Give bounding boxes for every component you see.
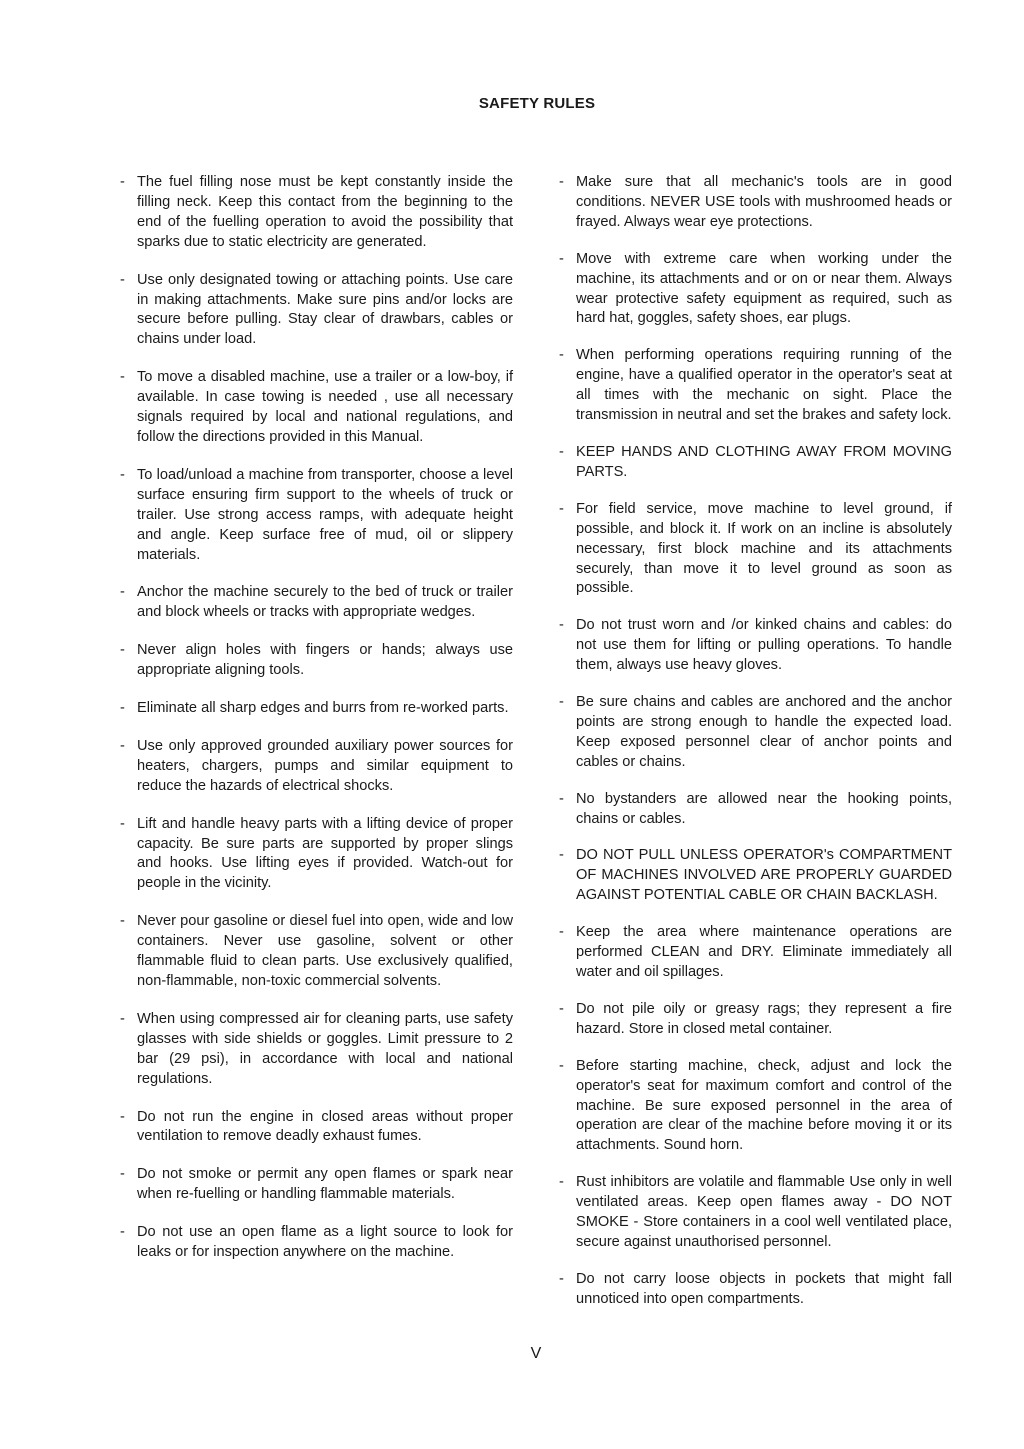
rule-text: Move with extreme care when working under the machine, its attachments and or on or near them. Always wear protective safety equipment as required, such as hard hat, goggles, safety shoes, ear plugs. <box>576 250 952 327</box>
bullet-dash: - <box>559 790 564 807</box>
rule-text: The fuel filling nose must be kept constantly inside the filling neck. Keep this contact from the beginning to the end of the fuelling operation to avoid the possibility that sparks due to static electricity are generated. <box>137 174 513 250</box>
rule-text: Be sure chains and cables are anchored and the anchor points are strong enough to handle the expected load. Keep exposed personnel clear of anchor points and cables or chains. <box>576 694 952 770</box>
right-column <box>559 173 952 1327</box>
bullet-dash: - <box>120 913 125 930</box>
safety-rule <box>559 250 952 330</box>
safety-rule <box>120 1108 513 1148</box>
rule-text: To load/unload a machine from transporter, choose a level surface ensuring firm support to the wheels of truck or trailer. Use strong access ramps, with adequate height and angle. Keep surface free of mud, oil or slippery materials. <box>137 466 513 563</box>
safety-rule <box>120 173 513 253</box>
rule-text: For field service, move machine to level ground, if possible, and block it. If work on an incline is absolutely necessary, first block machine and its attachments securely, than move it to level ground as soon as possible. <box>576 500 952 597</box>
safety-rule <box>120 641 513 681</box>
bullet-dash: - <box>120 815 125 832</box>
rule-text: Before starting machine, check, adjust and lock the operator's seat for maximum comfort and control of the machine. Be sure exposed personnel in the area of operation are clear of the machine before moving it or its attachments. Sound horn. <box>576 1057 952 1154</box>
safety-rule <box>120 271 513 351</box>
safety-rule <box>559 616 952 676</box>
bullet-dash: - <box>559 1000 564 1017</box>
bullet-dash: - <box>559 924 564 941</box>
rule-text: Never pour gasoline or diesel fuel into open, wide and low containers. Never use gasoline, solvent or other flammable fluid to clean parts. Use exclusively qualified, non-flammable, non-toxic commercial solvents. <box>137 913 513 989</box>
safety-rule <box>120 466 513 566</box>
rule-text: Do not carry loose objects in pockets that might fall unnoticed into open compartments. <box>576 1270 952 1307</box>
bullet-dash: - <box>559 694 564 711</box>
page-title: SAFETY RULES <box>478 95 596 112</box>
rule-text: Lift and handle heavy parts with a lifting device of proper capacity. Be sure parts are supported by proper slings and hooks. Use lifting eyes if provided. Watch-out for people in the vicinity. <box>137 815 513 892</box>
rule-text: Use only approved grounded auxiliary power sources for heaters, chargers, pumps and similar equipment to reduce the hazards of electrical shocks. <box>137 737 513 794</box>
rule-text: To move a disabled machine, use a trailer or a low-boy, if available. In case towing is needed , use all necessary signals required by local and national regulations, and follow the directions provided in this Manual. <box>137 369 513 445</box>
rule-text: KEEP HANDS AND CLOTHING AWAY FROM MOVING PARTS. <box>576 443 952 480</box>
safety-rule <box>559 1270 952 1310</box>
bullet-dash: - <box>559 500 564 517</box>
page-number: V <box>530 1345 542 1362</box>
safety-rule <box>120 1165 513 1205</box>
rule-text: No bystanders are allowed near the hooking points, chains or cables. <box>576 790 952 827</box>
rule-text: DO NOT PULL UNLESS OPERATOR's COMPARTMENT OF MACHINES INVOLVED ARE PROPERLY GUARDED AGAINST POTENTIAL CABLE OR CHAIN BACKLASH. <box>576 847 952 904</box>
safety-rule <box>559 1000 952 1040</box>
rule-text: Do not trust worn and /or kinked chains and cables: do not use them for lifting or pulling operations. To handle them, always use heavy gloves. <box>576 617 952 674</box>
rule-text: Do not smoke or permit any open flames or spark near when re-fuelling or handling flammable materials. <box>137 1166 513 1203</box>
bullet-dash: - <box>559 1270 564 1287</box>
bullet-dash: - <box>120 466 125 483</box>
bullet-dash: - <box>559 1174 564 1191</box>
bullet-dash: - <box>120 1010 125 1027</box>
rule-text: Rust inhibitors are volatile and flammable Use only in well ventilated areas. Keep open flames away - DO NOT SMOKE - Store containers in a cool well ventilated place, secure against unauthorised personnel. <box>576 1174 952 1250</box>
rule-text: Make sure that all mechanic's tools are in good conditions. NEVER USE tools with mushroomed heads or frayed. Always wear eye protections. <box>576 174 952 230</box>
rule-text: Do not run the engine in closed areas without proper ventilation to remove deadly exhaust fumes. <box>137 1108 513 1145</box>
left-column <box>120 173 513 1281</box>
bullet-dash: - <box>120 700 125 717</box>
bullet-dash: - <box>559 347 564 364</box>
safety-rule <box>120 1223 513 1263</box>
bullet-dash: - <box>559 847 564 864</box>
safety-rule <box>559 443 952 483</box>
rule-text: Never align holes with fingers or hands; always use appropriate aligning tools. <box>137 642 513 679</box>
bullet-dash: - <box>120 369 125 386</box>
safety-rule <box>559 693 952 773</box>
safety-rule <box>559 500 952 600</box>
safety-rule <box>559 173 952 233</box>
bullet-dash: - <box>120 1166 125 1183</box>
bullet-dash: - <box>559 617 564 634</box>
safety-rule <box>120 815 513 895</box>
safety-rule <box>559 346 952 426</box>
bullet-dash: - <box>559 174 564 190</box>
bullet-dash: - <box>120 584 125 601</box>
bullet-dash: - <box>120 1224 125 1241</box>
bullet-dash: - <box>120 642 125 659</box>
bullet-dash: - <box>120 1108 125 1125</box>
safety-rule <box>120 737 513 797</box>
safety-rule <box>559 1057 952 1157</box>
rule-text: Do not use an open flame as a light source to look for leaks or for inspection anywhere on the machine. <box>137 1224 513 1261</box>
safety-rule <box>559 790 952 830</box>
safety-rule <box>120 368 513 448</box>
bullet-dash: - <box>559 1057 564 1074</box>
rule-text: Use only designated towing or attaching points. Use care in making attachments. Make sure pins and/or locks are secure before pulling. Stay clear of drawbars, cables or chains under load. <box>137 271 513 348</box>
bullet-dash: - <box>559 250 564 267</box>
safety-rule <box>120 912 513 992</box>
safety-rule <box>120 699 513 719</box>
safety-rule <box>559 846 952 906</box>
safety-rule <box>120 1010 513 1090</box>
bullet-dash: - <box>120 737 125 754</box>
safety-rule <box>559 923 952 983</box>
rule-text: Do not pile oily or greasy rags; they represent a fire hazard. Store in closed metal container. <box>576 1000 952 1037</box>
rule-text: Anchor the machine securely to the bed of truck or trailer and block wheels or tracks with appropriate wedges. <box>137 584 513 621</box>
rule-text: When using compressed air for cleaning parts, use safety glasses with side shields or goggles. Limit pressure to 2 bar (29 psi), in accordance with local and national regulations. <box>137 1010 513 1087</box>
bullet-dash: - <box>559 443 564 460</box>
rule-text: Keep the area where maintenance operations are performed CLEAN and DRY. Eliminate immediately all water and oil spillages. <box>576 924 952 980</box>
rule-text: Eliminate all sharp edges and burrs from re-worked parts. <box>137 700 509 717</box>
safety-rule <box>120 583 513 623</box>
rule-text: When performing operations requiring running of the engine, have a qualified operator in the operator's seat at all times with the mechanic on sight. Place the transmission in neutral and set the brakes and safety lock. <box>576 347 952 424</box>
bullet-dash: - <box>120 174 125 190</box>
bullet-dash: - <box>120 271 125 288</box>
safety-rule <box>559 1173 952 1253</box>
